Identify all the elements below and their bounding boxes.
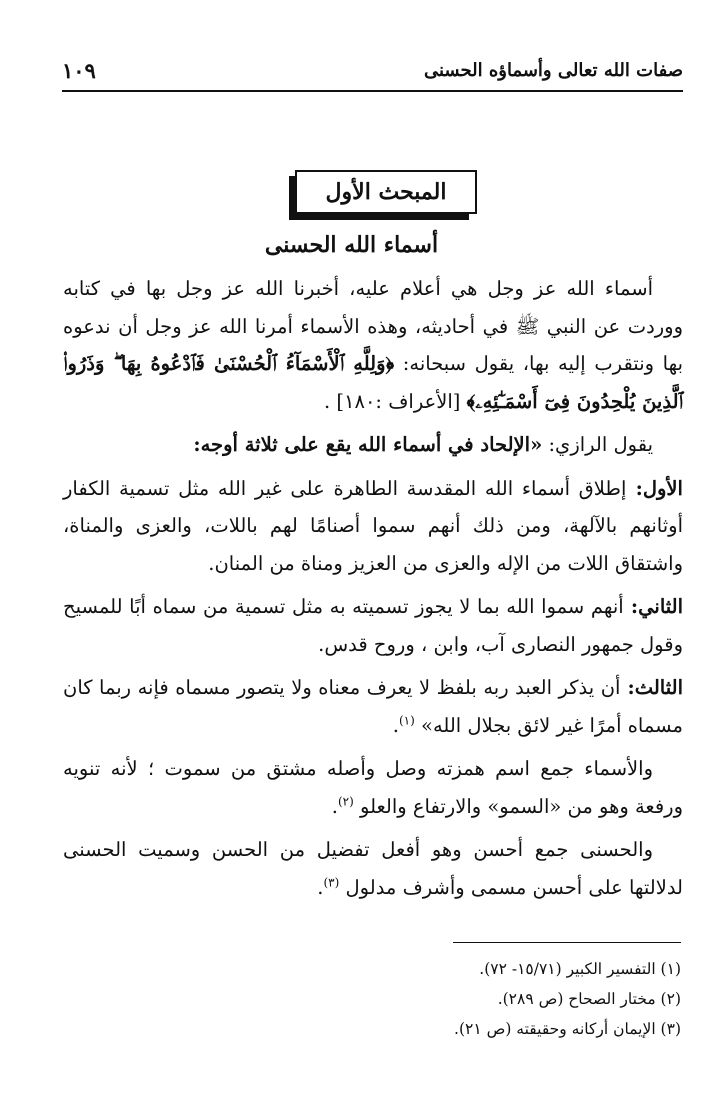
quran-reference: [الأعراف :١٨٠] . — [323, 389, 467, 413]
footnote-ref-1: (١) — [398, 713, 415, 727]
footnote-divider — [453, 942, 681, 943]
page-header — [62, 56, 683, 92]
quran-verse: ﴿وَلِلَّهِ ٱلْأَسْمَآءُ ٱلْحُسْنَىٰ فَٱدْعُوهُ بِهَا ۖ وَذَرُوا۟ ٱلَّذِينَ يُلْحِدُونَ فِىٓ أَسْمَـٰٓئِهِۦ﴾ — [63, 352, 683, 413]
paragraph-third — [63, 669, 683, 744]
first-lead: الأول: — [626, 476, 683, 500]
asma-text: والأسماء جمع اسم همزته وصل وأصله مشتق من سموت ؛ لأنه تنويه ورفعة وهو من «السمو» والارتفاع والعلو — [63, 757, 683, 818]
husna-end: . — [317, 875, 324, 899]
page-number: ١٠٩ — [62, 58, 96, 83]
paragraph-intro — [63, 270, 683, 420]
first-text: إطلاق أسماء الله المقدسة الطاهرة على غير الله مثل تسمية الكفار أوثانهم بالآلهة، ومن ذلك أنهم سموا أصنامًا لهم باللات، والعزى والمناة، واشتقاق اللات من الإله والعزى من العزيز ومناة من المنان. — [63, 476, 683, 575]
body-text — [63, 270, 683, 906]
paragraph-first — [63, 470, 683, 583]
second-lead: الثاني: — [623, 595, 683, 618]
paragraph-second — [63, 588, 683, 663]
running-title: صفات الله تعالى وأسماؤه الحسنى — [423, 60, 683, 81]
paragraph-asma — [63, 750, 683, 825]
section-title: المبحث الأول — [295, 170, 477, 214]
razi-quote: «الإلحاد في أسماء الله يقع على ثلاثة أوجه: — [193, 433, 543, 456]
third-end: . — [392, 713, 399, 737]
footnote-ref-3: (٣) — [323, 875, 340, 889]
paragraph-razi — [63, 426, 683, 464]
footnote-ref-2: (٢) — [337, 794, 354, 808]
paragraph-intro-text: أسماء الله عز وجل هي أعلام عليه، أخبرنا الله عز وجل بها في كتابه ووردت عن النبي ﷺ في أحاديثه، وهذه الأسماء أمرنا الله عز وجل أن ندعوه بها ونتقرب إليه بها، يقول سبحانه: — [63, 277, 683, 375]
third-text: أن يذكر العبد ربه بلفظ لا يعرف معناه ولا يتصور مسماه فإنه ربما كان مسماه أمرًا غير لائق بجلال الله» — [63, 676, 683, 737]
third-lead: الثالث: — [620, 676, 683, 699]
footnote-2: (٢) مختار الصحاح (ص ٢٨٩). — [497, 990, 681, 1008]
asma-end: . — [331, 794, 338, 818]
footnote-3: (٣) الإيمان أركانه وحقيقته (ص ٢١). — [454, 1020, 681, 1038]
section-subtitle: أسماء الله الحسنى — [264, 232, 439, 258]
second-text: أنهم سموا الله بما لا يجوز تسميته به مثل تسمية من سماه أبًا للمسيح وقول جمهور النصارى آب، وابن ، وروح قدس. — [63, 595, 683, 656]
paragraph-husna — [63, 831, 683, 906]
husna-text: والحسنى جمع أحسن وهو أفعل تفضيل من الحسن وسميت الحسنى لدلالتها على أحسن مسمى وأشرف مدلول — [63, 838, 683, 899]
footnotes — [81, 954, 681, 1044]
section-title-frame — [289, 170, 477, 220]
footnote-1: (١) التفسير الكبير (١٥/٧١- ٧٢). — [479, 960, 681, 978]
razi-intro: يقول الرازي: — [542, 433, 653, 456]
